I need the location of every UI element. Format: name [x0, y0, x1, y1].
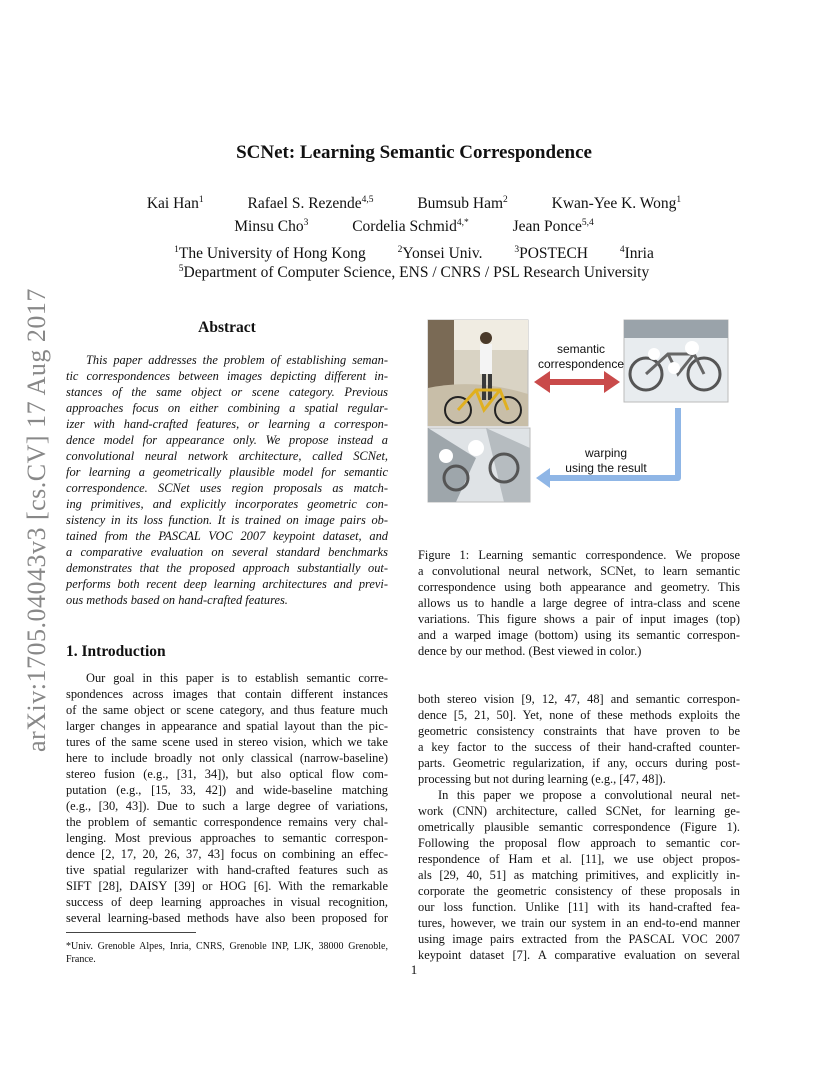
abstract-line: tained from the PASCAL VOC 2007 keypoint dataset, and	[66, 529, 388, 543]
author: Jean Ponce$^{5,4}$	[512, 218, 594, 236]
body-line: als [29, 40, 51] as matching primitives, and explicitly in-	[418, 868, 740, 882]
label-semantic-correspondence	[526, 342, 636, 372]
paper-title: SCNet: Learning Semantic Correspondence	[236, 142, 592, 163]
abstract-line: sistency in its loss function. It is trained on image pairs ob-	[66, 513, 388, 527]
body-line: corporate the geometric consistency of these proposals in	[418, 884, 740, 898]
footnote-rule	[66, 932, 196, 933]
abstract-line: stances of the same object or scene category. Previous	[66, 385, 388, 399]
page-number: 1	[410, 962, 418, 977]
authors-row-2	[0, 218, 828, 236]
figure-1	[416, 318, 740, 540]
intro-line: spondences across images that contain different instances	[66, 687, 388, 701]
author: Rafael S. Rezende$^{4,5}$	[247, 195, 374, 213]
caption-line: a convolutional neural network, SCNet, to learn semantic	[418, 564, 740, 578]
author: Cordelia Schmid$^{4,*}$	[352, 218, 469, 236]
author: Kai Han$^1$	[146, 195, 204, 213]
label-line: correspondence	[537, 357, 625, 371]
intro-line: (e.g., [30, 43]). Due to such a large degree of variations,	[66, 799, 388, 813]
authors-row-1	[0, 195, 828, 213]
label-line: using the result	[565, 461, 647, 475]
label-warping	[546, 446, 666, 476]
intro-line: SIFT [28], DAISY [39] or HOG [6]. With the remarkable	[66, 879, 388, 893]
abstract-line: a comparative evaluation on several standard benchmarks	[66, 545, 388, 559]
abstract-line: demonstrates that the proposed approach substantially out-	[66, 561, 388, 575]
intro-line: lenging. Most previous approaches to semantic correspon-	[66, 831, 388, 845]
abstract-line: convolutional neural network architecture, called SCNet,	[66, 449, 388, 463]
affiliation: $^1$The University of Hong Kong	[174, 245, 366, 263]
body-line: dence [5, 21, 50]. Yet, none of these methods exploits the	[418, 708, 740, 722]
abstract-line: ing primitives, and explicitly incorporates geometric con-	[66, 497, 388, 511]
body-line: processing but not during learning (e.g., [47, 48]).	[418, 772, 666, 786]
label-line: semantic	[556, 342, 606, 356]
abstract-line: for learning a geometrically plausible model for semantic	[66, 465, 388, 479]
right-column-body	[418, 691, 740, 963]
intro-line: here to include broadly not only classical (narrow-baseline)	[66, 751, 388, 765]
caption-line: allows us to handle a large degree of intra-class and scene	[418, 596, 740, 610]
author: Bumsub Ham$^2$	[417, 195, 508, 213]
body-line: Following the proposal flow approach to semantic cor-	[418, 836, 740, 850]
intro-line: larger changes in appearance and spatial layout than the pic-	[66, 719, 388, 733]
body-line: geometric consistency constraints that have proven to be	[418, 724, 740, 738]
caption-line: dence by our method. (Best viewed in color.)	[418, 644, 642, 658]
caption-line: variations. This figure shows a pair of input images (top)	[418, 612, 740, 626]
intro-line: of the same object or scene category, and thus feature much	[66, 703, 388, 717]
body-line: In this paper we propose a convolutional neural net-	[438, 788, 740, 802]
intro-line: Our goal in this paper is to establish semantic corre-	[86, 671, 388, 685]
affiliations-row-1	[0, 245, 828, 263]
intro-line: the problem of semantic correspondence remains very chal-	[66, 815, 388, 829]
warped-image	[428, 428, 530, 502]
label-line: warping	[584, 446, 628, 460]
author: Kwan-Yee K. Wong$^1$	[551, 195, 682, 213]
affiliation: $^2$Yonsei Univ.	[397, 245, 483, 263]
introduction-body	[66, 670, 388, 926]
intro-line: putation (e.g., [15, 33, 42]) and wide-baseline matching	[66, 783, 388, 797]
caption-line: Figure 1: Learning semantic correspondence. We propose	[418, 548, 740, 562]
author: Minsu Cho$^3$	[234, 218, 309, 236]
intro-line: dence [2, 17, 20, 26, 37, 43] focus on combining an effec-	[66, 847, 388, 861]
affiliation: $^4$Inria	[619, 245, 654, 263]
body-line: parts. Geometric regularization, if any, occurs during post-	[418, 756, 740, 770]
arxiv-identifier: arXiv:1705.04043v3 [cs.CV] 17 Aug 2017	[22, 288, 51, 752]
caption-line: correspondence using both appearance and geometry. This	[418, 580, 740, 594]
abstract-heading: Abstract	[198, 319, 256, 336]
body-line: a key factor to the success of their hand-crafted counter-	[418, 740, 740, 754]
intro-line: tures of the same scene used in stereo vision, which we take	[66, 735, 388, 749]
body-line: respondence of Ham et al. [11], we use object propos-	[418, 852, 740, 866]
body-line: using image pairs extracted from the PASCAL VOC 2007	[418, 932, 740, 946]
intro-line: several learning-based methods have also been proposed for	[66, 911, 388, 925]
abstract-line: tic correspondences between images depicting different in-	[66, 369, 388, 383]
abstract-line: approaches focus on either combining a spatial regular-	[66, 401, 388, 415]
intro-line: tive spatial regularizer with hand-crafted features such as	[66, 863, 388, 877]
abstract-line: correspondence. SCNet uses region proposals as match-	[66, 481, 388, 495]
body-line: tures, however, we train our system in an end-to-end manner	[418, 916, 740, 930]
body-line: ometrically plausible semantic correspondence (Figure 1).	[418, 820, 740, 834]
semantic-correspondence-arrow	[534, 371, 620, 393]
affiliation: $^3$POSTECH	[514, 245, 588, 263]
target-image	[624, 320, 728, 402]
abstract-line: performs both recent deep learning architectures and previ-	[66, 577, 388, 591]
abstract-line: dence model for appearance only. We propose instead a	[66, 433, 388, 447]
body-line: both stereo vision [9, 12, 47, 48] and semantic correspon-	[418, 692, 740, 706]
affiliations-row-2: $^5$Department of Computer Science, ENS / CNRS / PSL Research University	[178, 264, 650, 282]
intro-line: stereo fusion (e.g., [31, 34]), but also optical flow com-	[66, 767, 388, 781]
body-line: keypoint dataset [7]. A comparative evaluation on several	[418, 948, 740, 962]
abstract-line: izer with hand-crafted features, or learning a correspon-	[66, 417, 388, 431]
abstract-line: This paper addresses the problem of establishing seman-	[86, 353, 388, 367]
intro-line: success of deep learning approaches in visual recognition,	[66, 895, 388, 909]
caption-line: and a warped image (bottom) using its semantic correspon-	[418, 628, 740, 642]
body-line: work (CNN) architecture, called SCNet, for learning ge-	[418, 804, 740, 818]
abstract-body	[66, 352, 388, 608]
footnote: *Univ. Grenoble Alpes, Inria, CNRS, Grenoble INP, LJK, 38000 Grenoble, France.	[66, 941, 388, 965]
body-line: our loss function. Unlike [11] with its hand-crafted fea-	[418, 900, 740, 914]
figure-caption	[418, 547, 740, 659]
abstract-line: ous methods based on hand-crafted features.	[66, 593, 288, 607]
source-image	[428, 320, 528, 426]
section-heading-introduction: 1. Introduction	[66, 643, 166, 660]
